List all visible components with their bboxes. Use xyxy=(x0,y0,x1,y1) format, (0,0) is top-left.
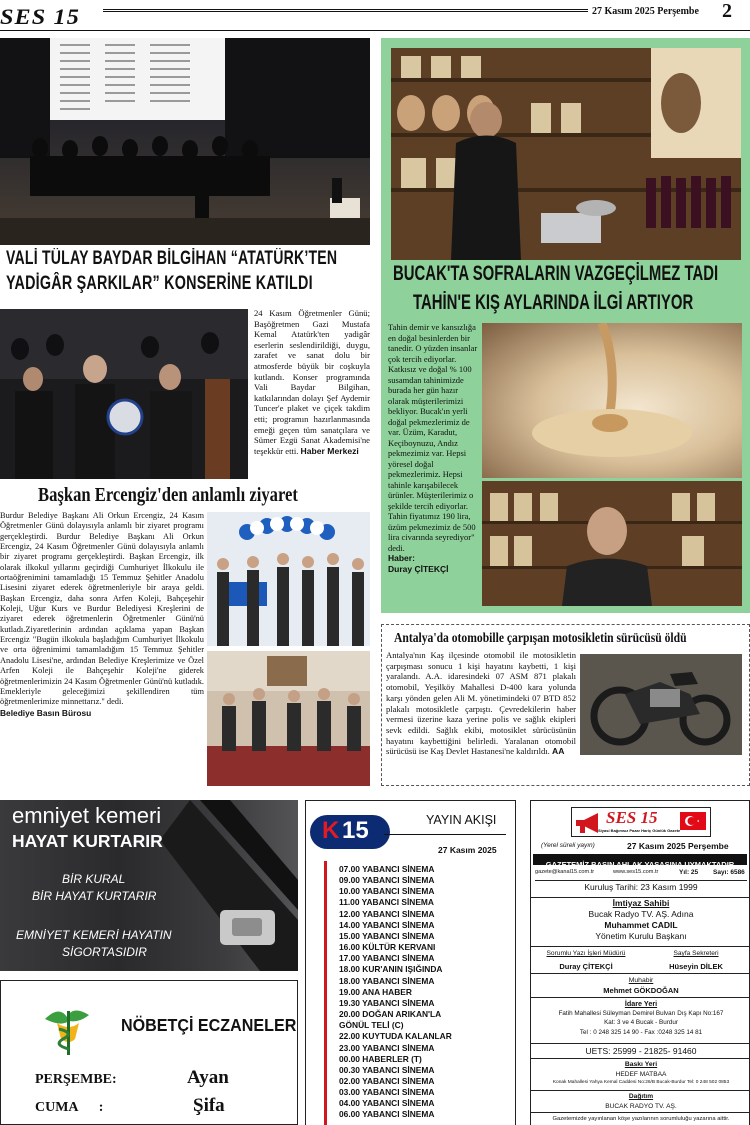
ceremony-illustration xyxy=(0,309,248,479)
accident-body-text: Antalya'nın Kaş ilçesinde otomobil ile motosikletin çarpışması sonucu 1 kişi hayatını kaybetti, 1 kişi yaralandı. A.A. idaresindeki 07 ASM 871 plakalı otomobil, Yeşilköy Mahallesi D-400 kara yolunda karşı yönden gelen Ali M. yönetimindeki 07 BTD 852 plakalı motosikletle çarpıştı. Çevredekilerin haber vermesi üzerine kaza yerine polis ve sağlık ekipleri sevk edildi. Sağlık ekibi, motosiklet sürücüsünün hayatını kaybettiğini belirledi. Yaralanan otomobil sürücüsü ise Kaş Devlet Hastanesi'ne kaldırıldı. xyxy=(386,650,576,757)
seatbelt-footer-line1: EMNİYET KEMERİ HAYATIN xyxy=(16,928,172,942)
k15-logo-letter: K xyxy=(322,817,340,844)
accident-article-body xyxy=(386,650,576,757)
pharmacy-row-thursday xyxy=(35,1067,285,1092)
schedule-item: 15.00 YABANCI SİNEMA xyxy=(339,930,435,941)
header-rule-bottom xyxy=(0,30,750,31)
imprint-owner-name: Muhammet CADIL xyxy=(604,919,678,930)
broadcast-schedule xyxy=(339,864,452,1121)
vali-byline: Haber Merkezi xyxy=(300,445,359,456)
pharmacy-day: PERŞEMBE: xyxy=(35,1072,117,1087)
tahin-shop-photo xyxy=(391,48,741,260)
imprint-dist-name: BUCAK RADYO TV. AŞ. xyxy=(605,1102,677,1110)
seatbelt-footer-line2: SİGORTASIDIR xyxy=(62,945,147,959)
imprint-reporter-name: Mehmet GÖKDOĞAN xyxy=(603,985,679,995)
imprint-ethics-banner xyxy=(533,854,747,869)
schedule-item: 22.00 KUYTUDA KALANLAR xyxy=(339,1031,452,1042)
schedule-item: 09.00 YABANCI SİNEMA xyxy=(339,875,435,886)
schedule-item: 18.00 YABANCI SİNEMA xyxy=(339,975,435,986)
school-visit-illustration xyxy=(207,512,370,646)
school-visit-photo xyxy=(207,512,370,646)
imprint-owner-title: Yönetim Kurulu Başkanı xyxy=(595,930,687,941)
seatbelt-slogan-line2: BİR HAYAT KURTARIR xyxy=(32,889,157,903)
broadcast-box xyxy=(305,800,516,1125)
imprint-print-name: HEDEF MATBAA xyxy=(615,1070,667,1078)
imprint-year: Yıl: 25 xyxy=(679,869,699,876)
imprint-owner-label: İmtiyaz Sahibi xyxy=(612,898,670,908)
imprint-editor-name: Duray ÇİTEKÇİ xyxy=(559,961,613,971)
imprint-dist-label: Dağıtım xyxy=(628,1093,654,1100)
pharmacy-name: Şifa xyxy=(193,1095,225,1116)
imprint-contact-row xyxy=(535,869,747,881)
vali-headline-line2: YADİGÂR ŞARKILAR” KONSERİNE KATILDI xyxy=(6,273,313,294)
imprint-office-line1: Fatih Mahallesi Süleyman Demirel Bulvarı Dış Kapı No:167 xyxy=(558,1009,724,1017)
imprint-disclaimer: Gazetemizde yayınlanan köşe yazılarının sorumluluğu yazarına aittir. xyxy=(531,1112,750,1125)
tahin-headline-line2: TAHİN'E KIŞ AYLARINDA İLGİ ARTIYOR xyxy=(413,291,694,314)
imprint-reporter-label: Muhabir xyxy=(628,977,654,984)
shop-illustration xyxy=(391,48,741,260)
imprint-office xyxy=(531,997,750,1037)
imprint-ethics-text: GAZETEMİZ BASIN AHLAK YASASINA UYMAKTADIR xyxy=(545,860,735,869)
schedule-item: 06.00 YABANCI SİNEMA xyxy=(339,1109,435,1120)
k15-logo-number: 15 xyxy=(342,817,369,844)
schedule-item: 14.00 YABANCI SİNEMA xyxy=(339,919,435,930)
imprint-owner xyxy=(531,897,750,942)
schedule-item: 18.00 KUR'ANIN IŞIĞINDA xyxy=(339,964,443,975)
ercengiz-headline: Başkan Ercengiz'den anlamlı ziyaret xyxy=(38,484,298,506)
pharmacy-title: NÖBETÇİ ECZANELER xyxy=(121,1015,297,1035)
imprint-office-label: İdare Yeri xyxy=(624,999,658,1008)
seatbelt-slogan-line1: BİR KURAL xyxy=(62,872,126,886)
header-rule xyxy=(103,9,588,12)
imprint-type: (Yerel süreli yayın) xyxy=(541,842,595,849)
imprint-founded: Kuruluş Tarihi: 23 Kasım 1999 xyxy=(584,882,698,892)
pharmacy-day: CUMA : xyxy=(35,1100,104,1115)
schedule-item: 19.30 YABANCI SİNEMA xyxy=(339,997,435,1008)
shop-owner-photo xyxy=(482,481,742,606)
imprint-uets: UETS: 25999 - 21825- 91460 xyxy=(531,1043,750,1058)
imprint-web: www.ses15.com.tr xyxy=(613,869,659,875)
imprint-logo-text: SES 15 xyxy=(606,808,658,827)
ercengiz-byline: Belediye Basın Bürosu xyxy=(0,707,92,718)
motorcycle-photo xyxy=(580,654,742,755)
pharmacy-caduceus-icon xyxy=(39,999,97,1057)
seatbelt-title-line1: emniyet kemeri xyxy=(12,803,162,828)
imprint-print-label: Baskı Yeri xyxy=(624,1061,658,1068)
logo-text: SES 15 xyxy=(0,4,80,29)
pharmacy-box xyxy=(0,980,298,1125)
masthead-logo xyxy=(0,4,100,28)
seatbelt-ad xyxy=(0,800,298,971)
schedule-item: 16.00 KÜLTÜR KERVANI xyxy=(339,942,436,953)
broadcast-accent-bar xyxy=(324,861,327,1125)
imprint-owner-line: Bucak Radyo TV. AŞ. Adına xyxy=(588,908,694,919)
imprint-logo-subtitle: Siyasi Bağımsız Pazar Hariç Günlük Gazete xyxy=(598,828,681,833)
schedule-item: 04.00 YABANCI SİNEMA xyxy=(339,1098,435,1109)
imprint-print xyxy=(531,1058,750,1087)
tahin-pour-illustration xyxy=(482,323,742,478)
imprint-editor-label: Sorumlu Yazı İşleri Müdürü xyxy=(546,950,626,957)
tahin-article-body xyxy=(388,322,480,574)
owner-illustration xyxy=(482,481,742,606)
tahin-body-text: Tahin demir ve kansızlığa en doğal besinlerden bir tanedir. O yüzden insanlar çok tercih ediyorlar. Katkısız ve doğal % 100 susamdan tahinimizde burada her gün hazır olarak müşterilerimizi bekliyor. Bucak'ın yerli doğal pekmezlerimiz de var. Üzüm, Karadut, Keçiboynuzu, Andız pekmezimiz var. Hepsi yöresel doğal pekmezlerimiz. Hepsi tahinle karışabilecek ürünler. Müşterilerimiz o şekilde tercih ediyorlar. Tahin fiyatımız 190 lira, üzüm pekmezimiz de 500 lira civarında seyrediyor" dedi. xyxy=(388,322,478,553)
schedule-item: 20.00 DOĞAN ARIKAN'LA xyxy=(339,1009,442,1020)
broadcast-title: YAYIN AKIŞI xyxy=(426,813,497,827)
schedule-item: 12.00 YABANCI SİNEMA xyxy=(339,908,435,919)
vali-headline-line1: VALİ TÜLAY BAYDAR BİLGİHAN “ATATÜRK’TEN xyxy=(6,248,338,269)
accident-byline: AA xyxy=(552,746,565,757)
pharmacy-row-friday xyxy=(35,1095,285,1120)
tahin-panel xyxy=(381,38,750,613)
ercengiz-article-body xyxy=(0,511,204,719)
schedule-item: 03.00 YABANCI SİNEMA xyxy=(339,1087,435,1098)
header-date: 27 Kasım 2025 Perşembe xyxy=(592,6,699,17)
concert-stage-photo xyxy=(0,38,370,245)
k15-logo xyxy=(310,815,390,849)
imprint-layout-name: Hüseyin DİLEK xyxy=(669,961,723,971)
imprint-box xyxy=(530,800,750,1125)
schedule-item: 11.00 YABANCI SİNEMA xyxy=(339,897,434,908)
office-visit-illustration xyxy=(207,651,370,786)
tahin-pour-photo xyxy=(482,323,742,478)
plaque-ceremony-photo xyxy=(0,309,248,479)
vali-article-body xyxy=(254,308,370,456)
imprint-layout xyxy=(641,946,750,971)
imprint-office-line2: Kat: 3 ve 4 Bucak - Burdur xyxy=(604,1019,678,1027)
seatbelt-title-line2: HAYAT KURTARIR xyxy=(12,831,163,851)
turkish-flag-icon xyxy=(680,812,706,830)
imprint-distribution xyxy=(531,1090,750,1111)
concert-illustration xyxy=(0,38,370,245)
accident-headline: Antalya'da otomobille çarpışan motosikletin sürücüsü öldü xyxy=(394,630,687,645)
imprint-email: gazete@kanal15.com.tr xyxy=(535,869,595,875)
schedule-item: 02.00 YABANCI SİNEMA xyxy=(339,1075,435,1086)
imprint-layout-label: Sayfa Sekreteri xyxy=(673,950,719,957)
ercengiz-body-text: Burdur Belediye Başkanı Ali Orkun Ercengiz, 24 Kasım Öğretmenler Günü dolayısıyla anlamlı bir ziyaret programı gerçekleştirdi. Burdur Belediye Başkanı Ali Orkun Ercengiz, 24 Kasım Öğretmenler Günü dolayısıyla anlamlı bir ziyaret programı gerçekleştirdi. Başkan Ercengiz, ilk olarak ilkokul yıllarını geçirdiği Cumhuriyet İlkokulu ile ortaöğrenimini tamamladığı 15 Temmuz Şehitler Anadolu Lisesini ziyaret ederek öğretmenleriyle bir araya geldi. Başkan Ercengiz, daha sonra Arfen Koleji, Bahçeşehir Koleji, Uğur Kurs ve Burdur Belediyesi Kreşlerini de ziyaret ederek öğretmenlerin Öğretmenler Günü'nü kutladı.Ziyaretlerinin ardından açıklama yapan Başkan Ercengiz "Bugün ilkokula başladığım Cumhuriyet İlkokulu ve orta öğrenimimi tamamladığım 15 Temmuz Şehitler Anadolu Lisesi'ne, ardından Belediye Kreşlerimize ve Özel Arfen Koleji ile Bahçeşehir Koleji'ne giderek öğretmenlerimizin 24 Kasım Öğretmenler Günü'nü kutladık. Emekleriyle geleceğimizi şekillendiren tüm öğretmenlerimize minnettarız." dedi. xyxy=(0,511,204,707)
imprint-office-line3: Tel : 0 248 325 14 90 - Fax :0248 325 14 81 xyxy=(579,1028,703,1036)
schedule-item: 19.00 ANA HABER xyxy=(339,986,412,997)
schedule-item: 10.00 YABANCI SİNEMA xyxy=(339,886,435,897)
broadcast-date: 27 Kasım 2025 xyxy=(438,845,497,855)
motorcycle-illustration xyxy=(580,654,742,755)
schedule-item: 17.00 YABANCI SİNEMA xyxy=(339,953,435,964)
schedule-item: 07.00 YABANCI SİNEMA xyxy=(339,864,435,874)
imprint-logo xyxy=(571,807,711,837)
schedule-item: GÖNÜL TELİ (C) xyxy=(339,1020,404,1031)
tahin-headline-line1: BUCAK'TA SOFRALARIN VAZGEÇİLMEZ TADI xyxy=(393,262,719,285)
imprint-editor xyxy=(531,946,641,971)
imprint-issue: Sayı: 6586 xyxy=(713,869,745,876)
tahin-byline-name: Duray ÇİTEKÇİ xyxy=(388,563,449,574)
page-number: 2 xyxy=(722,0,732,22)
imprint-date: 27 Kasım 2025 Perşembe xyxy=(627,841,729,851)
broadcast-title-rule xyxy=(384,834,506,835)
schedule-item: 23.00 YABANCI SİNEMA xyxy=(339,1042,435,1053)
office-visit-photo xyxy=(207,651,370,786)
imprint-reporter xyxy=(531,973,750,995)
tahin-byline-label: Haber: xyxy=(388,553,415,563)
imprint-print-address: Konak Mahallesi Yahya Kemal Caddesi No:26/B Bucak-Burdur Tel: 0 248 502 0853 xyxy=(552,1080,730,1086)
vali-body-text: 24 Kasım Öğretmenler Günü; Başöğretmen Gazi Mustafa Kemal Atatürk'ten yadigâr eserlerin seslendirildiği, duygu, zarafet ve sanat dolu bir atmosferde büyük bir coşkuyla kutlandı. Konser programında Vali Baydar Bilgihan, katkılarından dolayı Şef Aydemir Tuncer'e plaket ve çiçek takdim etti; programın hazırlanmasında emeği geçen tüm sanatçılara ve Sümer Ezgü Sanat Akademisi'ne teşekkür etti. xyxy=(254,308,370,456)
schedule-item: 00.30 YABANCI SİNEMA xyxy=(339,1064,435,1075)
schedule-item: 00.00 HABERLER (T) xyxy=(339,1053,422,1064)
pharmacy-name: Ayan xyxy=(187,1067,229,1088)
